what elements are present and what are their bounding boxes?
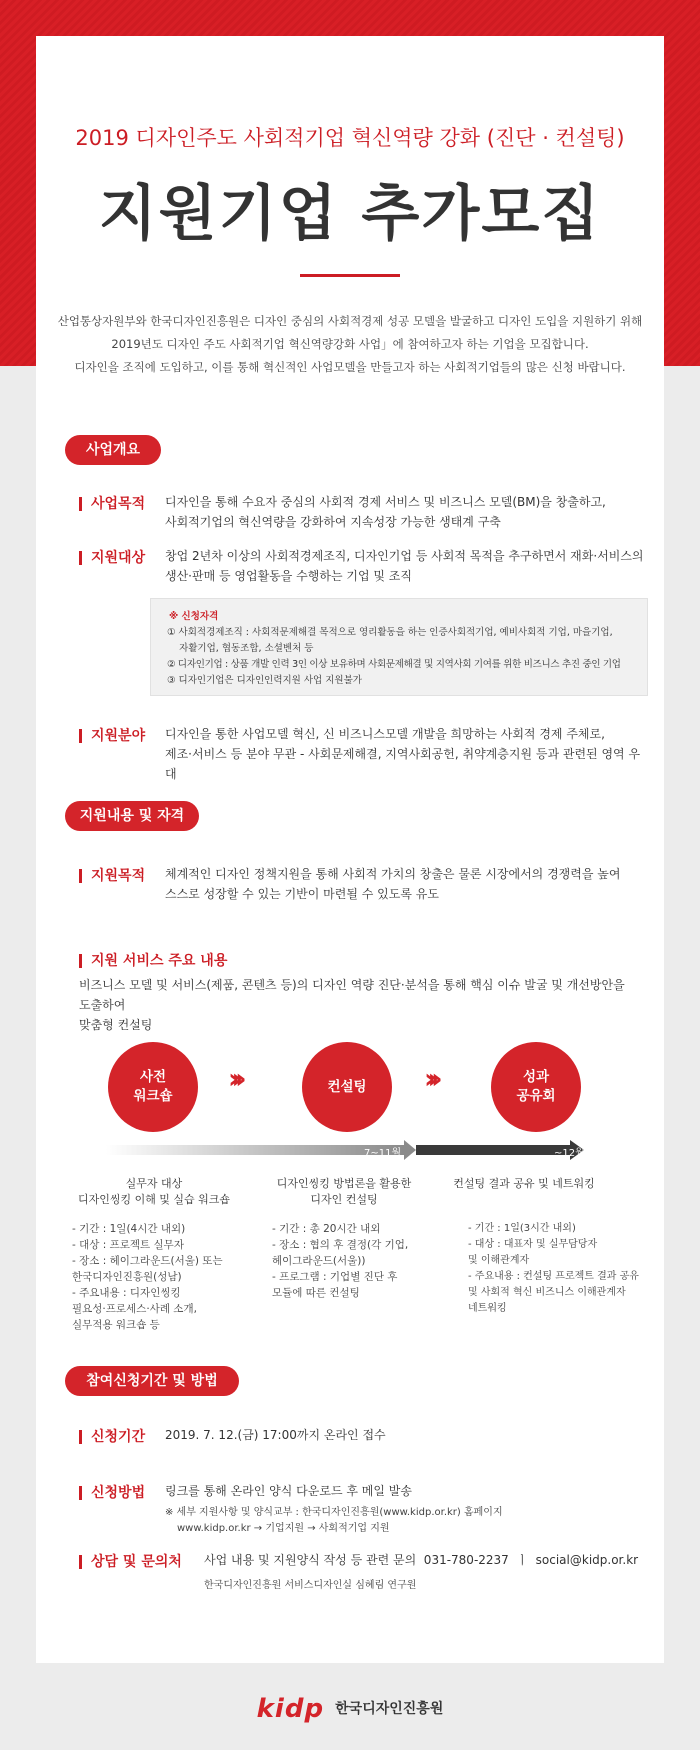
target-line: 창업 2년차 이상의 사회적경제조직, 디자인기업 등 사회적 목적을 추구하면서 재화·서비스의: [165, 549, 644, 563]
chevron-right-icon: ›››: [424, 1062, 435, 1095]
step-heading: 컨설팅 결과 공유 및 네트워킹: [453, 1177, 595, 1190]
field-line: 디자인을 통한 사업모델 혁신, 신 비즈니스모델 개발을 희망하는 사회적 경제 주체로,: [165, 727, 605, 741]
goal-line: 스스로 성장할 수 있는 기반이 마련될 수 있도록 유도: [165, 887, 439, 901]
title-divider: [300, 274, 400, 277]
goal-text: [165, 864, 645, 904]
intro-line: 2019년도 디자인 주도 사회적기업 혁신역량강화 사업」에 참여하고자 하는 기업을 모집합니다.: [111, 337, 589, 351]
section-pill-overview: 사업개요: [65, 435, 161, 465]
field-text: [165, 724, 645, 784]
label-purpose: 사업목적: [79, 497, 145, 511]
step-circle-sharing: 성과 공유회: [491, 1042, 581, 1132]
service-line: 맞춤형 컨설팅: [79, 1018, 153, 1032]
step-heading: 디자인씽킹 방법론을 활용한 디자인 컨설팅: [276, 1177, 412, 1206]
note-line: 자활기업, 협동조합, 소셜벤처 등: [167, 643, 314, 654]
purpose-text: [165, 492, 645, 532]
program-subtitle: 2019 디자인주도 사회적기업 혁신역량 강화 (진단 · 컨설팅): [75, 126, 625, 150]
target-text: [165, 546, 645, 586]
service-line: 비즈니스 모델 및 서비스(제품, 콘텐츠 등)의 디자인 역량 진단·분석을 통해 핵심 이슈 발굴 및 개선방안을 도출하여: [79, 978, 625, 1012]
section-pill-apply: 참여신청기간 및 방법: [65, 1366, 239, 1396]
intro-line: 디자인을 조직에 도입하고, 이를 통해 혁신적인 사업모델을 만들고자 하는 사회적기업들의 많은 신청 바랍니다.: [74, 360, 626, 374]
poster-card: [36, 36, 664, 1663]
purpose-line: 디자인을 통해 수요자 중심의 사회적 경제 서비스 및 비즈니스 모델(BM)을 창출하고,: [165, 495, 606, 509]
note-line: ① 사회적경제조직 : 사회적문제해결 목적으로 영리활동을 하는 인증사회적기업, 예비사회적 기업, 마을기업,: [167, 627, 613, 638]
label-service: 지원 서비스 주요 내용: [79, 954, 227, 968]
label-goal: 지원목적: [79, 869, 145, 883]
org-name: 한국디자인진흥원: [335, 1701, 444, 1717]
note-lines: [167, 625, 637, 689]
timeline-label-second: ~12월: [554, 1148, 585, 1159]
target-line: 생산·판매 등 영업활동을 수행하는 기업 및 조직: [165, 569, 412, 583]
goal-line: 체계적인 디자인 정책지원을 통해 사회적 가치의 창출은 물론 시장에서의 경쟁력을 높여: [165, 867, 621, 881]
label-period: 신청기간: [79, 1430, 145, 1444]
page-title: 지원기업 추가모집: [98, 179, 602, 249]
method-text: 링크를 통해 온라인 양식 다운로드 후 메일 발송: [165, 1484, 412, 1498]
purpose-line: 사회적기업의 혁신역량을 강화하여 지속성장 가능한 생태계 구축: [165, 515, 501, 529]
contact-text: 사업 내용 및 지원양식 작성 등 관련 문의 031-780-2237 ㅣ social@kidp.or.kr: [204, 1553, 639, 1567]
method-note-path: www.kidp.or.kr → 기업지원 → 사회적기업 지원: [177, 1523, 390, 1534]
step-detail-list: - 기간 : 1일(4시간 내외) - 대상 : 프로젝트 실무자 - 장소 : 헤이그라운드(서울) 또는 한국디자인진흥원(성남) - 주요내용 : 디자인씽킹 필요성·프로세스·사례 소개, 실무적용 워크숍 등: [72, 1223, 223, 1331]
label-contact: 상담 및 문의처: [79, 1555, 182, 1569]
note-title: ※ 신청자격: [169, 611, 219, 622]
timeline-arrowhead: [404, 1140, 416, 1160]
section-pill-support: 지원내용 및 자격: [65, 801, 199, 831]
label-method: 신청방법: [79, 1486, 145, 1500]
note-line: ③ 디자인기업은 디자인인력지원 사업 지원불가: [167, 675, 362, 686]
label-field: 지원분야: [79, 729, 145, 743]
timeline-bar-first: [106, 1145, 404, 1155]
timeline-bar-second: [416, 1145, 570, 1155]
note-line: ② 디자인기업 : 상품 개발 인력 3인 이상 보유하며 사회문제해결 및 지역사회 기여를 위한 비즈니스 추진 중인 기업: [167, 659, 621, 670]
step-circle-consulting: 컨설팅: [302, 1042, 392, 1132]
intro-paragraph: [56, 310, 644, 379]
service-text: [79, 975, 639, 1035]
method-note: ※ 세부 지원사항 및 양식교부 : 한국디자인진흥원(www.kidp.or.kr) 홈페이지: [165, 1507, 503, 1518]
step-detail-list: - 기간 : 총 20시간 내외 - 장소 : 협의 후 결정(각 기업, 헤이그라운드(서울)) - 프로그램 : 기업별 진단 후 모듈에 따른 컨설팅: [272, 1223, 409, 1299]
contact-sub: 한국디자인진흥원 서비스디자인실 심혜림 연구원: [204, 1580, 417, 1591]
chevron-right-icon: ›››: [228, 1062, 239, 1095]
period-text: 2019. 7. 12.(금) 17:00까지 온라인 접수: [165, 1428, 386, 1442]
field-line: 제조·서비스 등 분야 무관 - 사회문제해결, 지역사회공헌, 취약계층지원 등과 관련된 영역 우대: [165, 747, 641, 781]
step-circle-workshop: 사전 워크숍: [108, 1042, 198, 1132]
step-detail-list: - 기간 : 1일(3시간 내외) - 대상 : 대표자 및 실무담당자 및 이해관계자 - 주요내용 : 컨설팅 프로젝트 결과 공유 및 사회적 혁신 비즈니스 이해관계자 네트워킹: [468, 1223, 639, 1314]
intro-line: 산업통상자원부와 한국디자인진흥원은 디자인 중심의 사회적경제 성공 모델을 발굴하고 디자인 도입을 지원하기 위해: [57, 314, 643, 328]
timeline-label-first: 7~11월: [364, 1148, 402, 1159]
eligibility-note-box: [150, 598, 648, 696]
step-heading: 실무자 대상 디자인씽킹 이해 및 실습 워크숍: [77, 1177, 231, 1206]
label-target: 지원대상: [79, 551, 145, 565]
kidp-logo: kidp: [256, 1694, 325, 1724]
footer-logo: [0, 1694, 700, 1724]
